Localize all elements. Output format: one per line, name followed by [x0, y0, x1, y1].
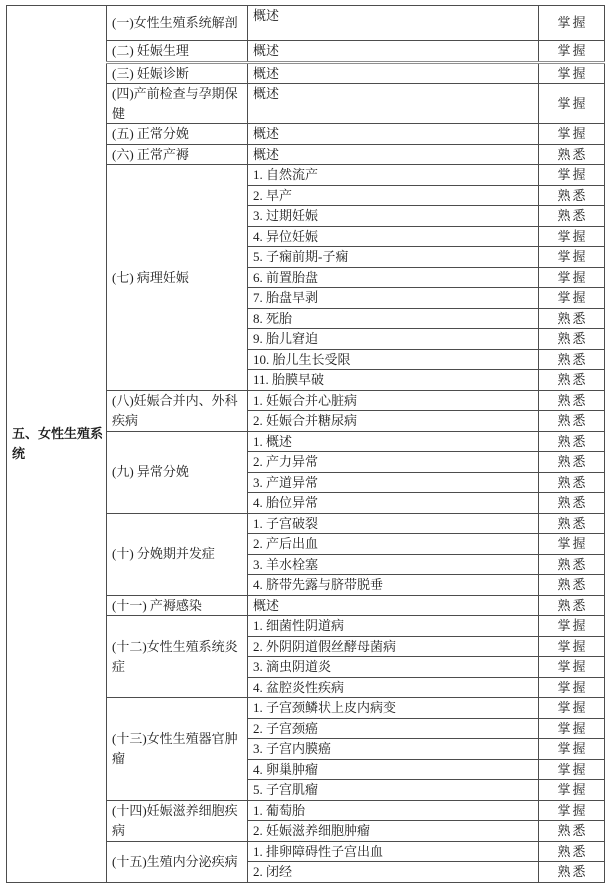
table-row [7, 6, 605, 41]
mastery-level-cell: 掌握 [539, 267, 605, 288]
subsection-label-cell: (二) 妊娠生理 [107, 41, 248, 63]
subsection-label-cell: (六) 正常产褥 [107, 144, 248, 165]
mastery-level-cell: 熟悉 [539, 841, 605, 862]
mastery-level-cell: 熟悉 [539, 452, 605, 473]
mastery-level-cell: 熟悉 [539, 575, 605, 596]
topic-cell: 3. 子宫内膜癌 [248, 739, 539, 760]
mastery-level-cell: 掌握 [539, 780, 605, 801]
mastery-level-cell: 熟悉 [539, 862, 605, 883]
mastery-level-cell: 掌握 [539, 534, 605, 555]
mastery-level-cell: 掌握 [539, 739, 605, 760]
mastery-level-cell: 熟悉 [539, 513, 605, 534]
topic-cell: 11. 胎膜早破 [248, 370, 539, 391]
mastery-level-cell: 熟悉 [539, 329, 605, 350]
subsection-label-cell: (十) 分娩期并发症 [107, 513, 248, 595]
mastery-level-cell: 掌握 [539, 226, 605, 247]
mastery-level-cell: 熟悉 [539, 349, 605, 370]
topic-cell: 5. 子痫前期-子痫 [248, 247, 539, 268]
topic-cell: 2. 妊娠滋养细胞肿瘤 [248, 821, 539, 842]
mastery-level-cell: 掌握 [539, 84, 605, 124]
section-title-cell: 五、女性生殖系统 [7, 6, 107, 883]
subsection-label-cell: (九) 异常分娩 [107, 431, 248, 513]
topic-cell: 6. 前置胎盘 [248, 267, 539, 288]
subsection-label-cell: (八)妊娠合并内、外科疾病 [107, 390, 248, 431]
topic-cell: 概述 [248, 41, 539, 63]
topic-cell: 1. 葡萄胎 [248, 800, 539, 821]
mastery-level-cell: 熟悉 [539, 206, 605, 227]
subsection-label-cell: (十五)生殖内分泌疾病 [107, 841, 248, 882]
topic-cell: 1. 排卵障碍性子宫出血 [248, 841, 539, 862]
topic-cell: 概述 [248, 124, 539, 145]
subsection-label-cell: (十一) 产褥感染 [107, 595, 248, 616]
subsection-label-cell: (十三)女性生殖器官肿瘤 [107, 698, 248, 801]
subsection-label-cell: (十二)女性生殖系统炎症 [107, 616, 248, 698]
subsection-label-cell: (一)女性生殖系统解剖 [107, 6, 248, 41]
syllabus-table [6, 5, 605, 883]
topic-cell: 9. 胎儿窘迫 [248, 329, 539, 350]
topic-cell: 1. 子宫颈鳞状上皮内病变 [248, 698, 539, 719]
topic-cell: 2. 早产 [248, 185, 539, 206]
mastery-level-cell: 熟悉 [539, 821, 605, 842]
mastery-level-cell: 掌握 [539, 759, 605, 780]
topic-cell: 8. 死胎 [248, 308, 539, 329]
topic-cell: 4. 胎位异常 [248, 493, 539, 514]
topic-cell: 3. 过期妊娠 [248, 206, 539, 227]
topic-cell: 1. 自然流产 [248, 165, 539, 186]
topic-cell: 2. 产后出血 [248, 534, 539, 555]
mastery-level-cell: 熟悉 [539, 144, 605, 165]
mastery-level-cell: 掌握 [539, 165, 605, 186]
topic-cell: 4. 盆腔炎性疾病 [248, 677, 539, 698]
subsection-label-cell: (三) 妊娠诊断 [107, 62, 248, 84]
mastery-level-cell: 掌握 [539, 41, 605, 63]
mastery-level-cell: 熟悉 [539, 493, 605, 514]
topic-cell: 概述 [248, 6, 539, 41]
topic-cell: 1. 妊娠合并心脏病 [248, 390, 539, 411]
topic-cell: 概述 [248, 62, 539, 84]
topic-cell: 2. 外阴阴道假丝酵母菌病 [248, 636, 539, 657]
mastery-level-cell: 熟悉 [539, 370, 605, 391]
topic-cell: 10. 胎儿生长受限 [248, 349, 539, 370]
topic-cell: 1. 概述 [248, 431, 539, 452]
mastery-level-cell: 熟悉 [539, 308, 605, 329]
mastery-level-cell: 掌握 [539, 718, 605, 739]
mastery-level-cell: 掌握 [539, 698, 605, 719]
mastery-level-cell: 熟悉 [539, 431, 605, 452]
subsection-label-cell: (十四)妊娠滋养细胞疾病 [107, 800, 248, 841]
mastery-level-cell: 熟悉 [539, 472, 605, 493]
mastery-level-cell: 熟悉 [539, 390, 605, 411]
subsection-label-cell: (四)产前检查与孕期保健 [107, 84, 248, 124]
mastery-level-cell: 熟悉 [539, 185, 605, 206]
syllabus-table-body [7, 6, 605, 883]
topic-cell: 2. 妊娠合并糖尿病 [248, 411, 539, 432]
mastery-level-cell: 掌握 [539, 800, 605, 821]
topic-cell: 4. 脐带先露与脐带脱垂 [248, 575, 539, 596]
topic-cell: 概述 [248, 595, 539, 616]
topic-cell: 概述 [248, 84, 539, 124]
topic-cell: 2. 产力异常 [248, 452, 539, 473]
topic-cell: 2. 子宫颈癌 [248, 718, 539, 739]
topic-cell: 7. 胎盘早剥 [248, 288, 539, 309]
mastery-level-cell: 掌握 [539, 288, 605, 309]
subsection-label-cell: (五) 正常分娩 [107, 124, 248, 145]
topic-cell: 1. 细菌性阴道病 [248, 616, 539, 637]
topic-cell: 3. 产道异常 [248, 472, 539, 493]
topic-cell: 3. 滴虫阴道炎 [248, 657, 539, 678]
mastery-level-cell: 掌握 [539, 636, 605, 657]
subsection-label-cell: (七) 病理妊娠 [107, 165, 248, 391]
mastery-level-cell: 熟悉 [539, 554, 605, 575]
topic-cell: 1. 子宫破裂 [248, 513, 539, 534]
topic-cell: 4. 卵巢肿瘤 [248, 759, 539, 780]
mastery-level-cell: 熟悉 [539, 411, 605, 432]
mastery-level-cell: 掌握 [539, 657, 605, 678]
topic-cell: 4. 异位妊娠 [248, 226, 539, 247]
mastery-level-cell: 掌握 [539, 616, 605, 637]
topic-cell: 概述 [248, 144, 539, 165]
mastery-level-cell: 掌握 [539, 677, 605, 698]
topic-cell: 5. 子宫肌瘤 [248, 780, 539, 801]
mastery-level-cell: 掌握 [539, 62, 605, 84]
mastery-level-cell: 掌握 [539, 6, 605, 41]
mastery-level-cell: 掌握 [539, 247, 605, 268]
mastery-level-cell: 掌握 [539, 124, 605, 145]
topic-cell: 2. 闭经 [248, 862, 539, 883]
mastery-level-cell: 熟悉 [539, 595, 605, 616]
topic-cell: 3. 羊水栓塞 [248, 554, 539, 575]
